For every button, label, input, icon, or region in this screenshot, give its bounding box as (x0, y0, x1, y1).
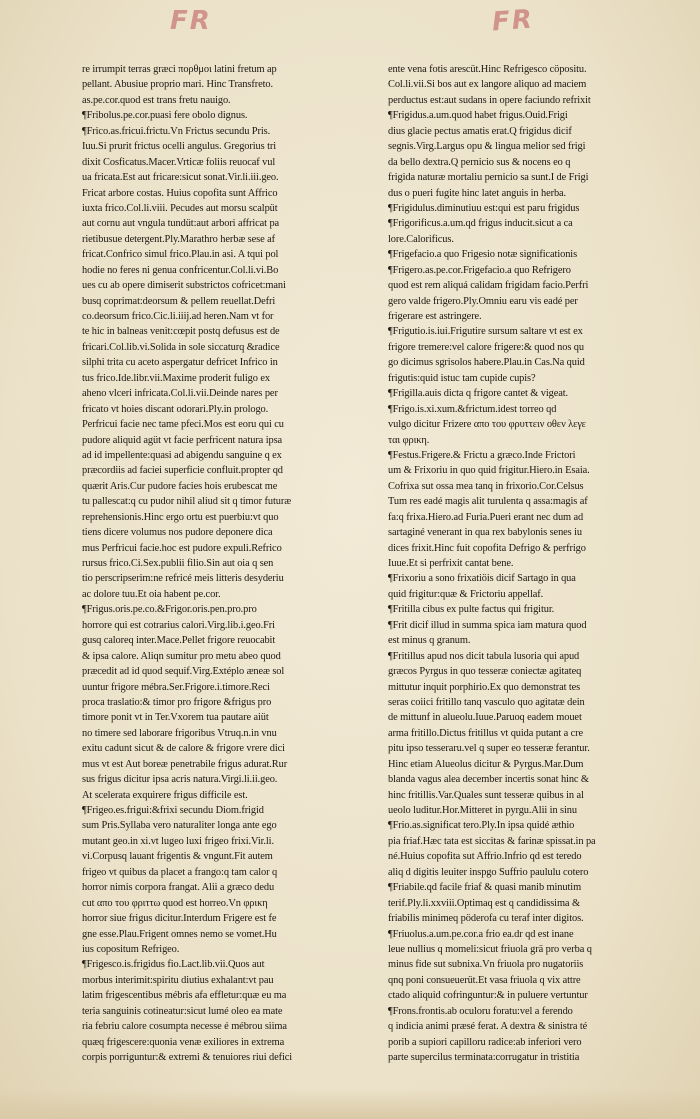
text-line: præcedit ad id quod sequif.Virg.Extéplo æneæ sol (82, 666, 285, 678)
text-line: gne esse.Plau.Frigent omnes nemo se vomet.Hu (82, 928, 277, 940)
text-line: silphi trita cu aceto aspergatur defricet Infrico in (82, 357, 278, 369)
text-line: ente vena fotis arescüt.Hinc Refrigesco cöpositu. (388, 64, 587, 75)
text-line: quæq frigescere:quonia venæ exiliores in extrema (82, 1036, 285, 1048)
text-line: dus o pueri fugite hinc latet anguis in herba. (388, 187, 567, 199)
text-line: reprehensionis.Hinc ergo ortu est puerbiu:vt quo (82, 511, 279, 523)
text-line: aliq d digitis leuiter inspgo Suffrio paululu cotero (388, 866, 589, 878)
text-line: horror nimis corpora frangat. Alii a græco dedu (82, 882, 275, 894)
text-line: ¶Friuolus.a.um.pe.cor.a frio ea.dr qd est inane (388, 928, 574, 940)
text-line: dixit Cosficatus.Macer.Vrticæ foliis reuocaf vul (82, 156, 276, 168)
text-line: ¶Frigero.as.pe.cor.Frigefacio.a quo Refrigero (388, 264, 571, 276)
text-line: ¶Fribolus.pe.cor.puasi fere obolo dignus. (82, 110, 248, 122)
text-line: qnq poni consueuerüt.Et vasa friuola q vix attre (388, 974, 581, 986)
text-line: ται φρικη. (388, 434, 430, 446)
text-line: fricari.Col.lib.vi.Solida in sole siccaturq &radice (82, 341, 280, 353)
text-line: ¶Festus.Frigere.& Frictu a græco.Inde Frictori (388, 449, 576, 461)
text-line: quærit Aris.Cur pudore facies hois erubescat me (82, 480, 278, 492)
text-line: rursus frico.Ci.Sex.publii filio.Sin aut oia q sen (82, 558, 274, 569)
text-line: pia friaf.Hæc tata est siccitas & farinæ spissat.in pa (388, 835, 596, 847)
text-line: quod est rem aliquá calidam frigidam facio.Perfri (388, 280, 589, 292)
text-line: & ipsa calore. Aliqn sumitur pro metu abeo quod (82, 650, 281, 662)
text-line: uuntur frigore mébra.Ser.Frigore.i.timore.Reci (82, 681, 270, 693)
text-line: mittutur inquit porphirio.Ex quo demonstrat tes (388, 681, 581, 693)
text-line: gusq caloreq inter.Mace.Pellet frigore reuocabit (82, 635, 276, 647)
folio-mark-right: FR (491, 4, 535, 38)
text-line: ¶Frio.as.significat tero.Ply.In ipsa quidé æthio (388, 820, 575, 832)
text-line: aheno vlceri infricata.Col.li.vii.Deinde nares per (82, 388, 278, 400)
text-line: Hinc etiam Alueolus dicitur & Pyrgus.Mar.Dum (388, 758, 584, 770)
text-line: pitu ipso tesseraru.vel q super eo tesseræ ferantur. (388, 743, 590, 755)
text-line: horror siue frigus dicitur.Interdum Frigere est fe (82, 913, 277, 925)
text-line: timore ponit vt in Ter.Vxorem tua pautare aiüt (82, 712, 269, 724)
text-line: no timere sed laborare frigoribus Vtruq.n.in vnu (82, 727, 277, 739)
text-line: pellant. Abusiue proprio mari. Hinc Transfreto. (82, 79, 273, 91)
text-line: seras coiici fritillo tanq vasculo quo agitatæ dein (388, 696, 585, 708)
text-line: ¶Frigidulus.diminutiuu est:qui est paru frigidus (388, 202, 580, 214)
text-line: præcordiis ad faciei superficie confluit.propter qd (82, 465, 283, 477)
text-line: go dicimus sgrisolos habere.Plau.in Cas.Na quid (388, 357, 585, 369)
text-line: ius copositum Refrigeo. (82, 943, 180, 955)
text-line: ueolo luditur.Hor.Mitteret in pyrgu.Alii in sinu (388, 805, 577, 816)
text-line: ad id impellente:quasi ad abigendu sanguine q ex (82, 449, 282, 461)
text-line: de mittunf in alueolu.Iuue.Paruoq eadem mouet (388, 712, 582, 724)
text-line: gero valde frigero.Ply.Omniu earu vis eadé per (388, 295, 578, 307)
text-line: ¶Frigo.is.xi.xum.&frictum.idest torreo qd (388, 403, 557, 415)
text-line: latim frigescentibus mébris afa effletur:quæ eu ma (82, 990, 287, 1002)
text-line: ac dolore tuu.Et oia habent pe.cor. (82, 588, 221, 600)
text-line: parte supercilus terminata:corrugatur in tristitia (388, 1052, 580, 1063)
text-line: terif.Ply.li.xxviii.Optimaq est q candidissima & (388, 897, 580, 909)
text-line: segnis.Virg.Largus opu & lingua melior sed frigi (388, 141, 586, 153)
text-line: iuxta frico.Col.li.viii. Pecudes aut morsu scalpüt (82, 202, 278, 214)
text-line: te hic in balneas venit:cœpit postq defusus est de (82, 326, 280, 338)
text-line: ¶Frigilla.auis dicta q frigore cantet & vigeat. (388, 388, 569, 400)
text-line: co.deorsum frico.Cic.li.iiij.ad heren.Nam vt for (82, 311, 274, 322)
text-line: ¶Fritillus apud nos dicit tabula lusoria qui apud (388, 650, 580, 662)
text-line: ria febriu calore cosumpta necesse é mébrou siima (82, 1021, 287, 1033)
text-line: busq coprimat:deorsum & pellem reuellat.Defri (82, 295, 276, 307)
text-line: ¶Frigeo.es.frigui:&frixi secundu Diom.frigid (82, 805, 264, 816)
text-line: cut απο του φριττω quod est horreo.Vn φρικη (82, 897, 268, 909)
text-line: vi.Corpusq lauant frigentis & vngunt.Fit autem (82, 851, 273, 863)
text-line: teria sanguinis cotineatur:sicut lumé oleo ea mate (82, 1005, 283, 1017)
text-line: At scelerata exquirere frigus difficile est. (82, 789, 248, 801)
text-line: hodie no feres ni genua confricentur.Col.li.vi.Bo (82, 264, 279, 276)
text-line: pudore aliquid agüt vt facie perfricent natura ipsa (82, 434, 283, 446)
text-line: tus frico.Ide.libr.vii.Maxime proderit fuligo ex (82, 372, 270, 384)
text-column-left (82, 62, 374, 1065)
text-line: hinc fritillis.Var.Quales sunt tesseræ quibus in al (388, 789, 584, 801)
text-line: ¶Friabile.qd facile friaf & quasi manib minutim (388, 882, 582, 894)
text-line: ¶Frico.as.fricui.frictu.Vn Frictus secundu Pris. (82, 125, 271, 137)
text-line: da bello dextra.Q pernicio sus & nocens eo q (388, 156, 571, 168)
text-line: ¶Frigus.oris.pe.co.&Frigor.oris.pen.pro.pro (82, 604, 257, 616)
text-line: græcos Pyrgus in quo tesseræ coniectæ agitateq (388, 666, 582, 678)
text-line: leue nullius q momeli:sicut friuola grä pro verba q (388, 943, 592, 955)
text-line: fricat.Confrico simul frico.Plau.in asi. A tqui pol (82, 249, 279, 261)
text-line: ¶Fritilla cibus ex pulte factus qui frigitur. (388, 604, 555, 616)
text-line: vulgo dicitur Frizere απο του φρυττειν οθεν λεγε (388, 419, 586, 431)
text-line: sum Pris.Syllaba vero naturaliter longa ante ego (82, 820, 277, 832)
folio-mark-left: FR (170, 6, 212, 36)
text-line: blanda vagus alea december incertis sonat hinc & (388, 774, 589, 786)
text-line: friabilis minimeq pöderofa cu teraf inter digitos. (388, 913, 584, 925)
text-line: dius glacie pectus amatis erat.Q frigidus dicif (388, 125, 572, 137)
text-line: rietibusue detergent.Ply.Marathro herbæ sese af (82, 233, 275, 245)
text-line: minus fide sut subnixa.Vn friuola pro nugatoriis (388, 959, 584, 971)
text-line: frigerare est astringere. (388, 311, 482, 322)
text-line: frigeo vt quibus da placet a frango:q tam calor q (82, 866, 278, 878)
text-line: né.Huius copofita sut Affrio.Infrio qd est teredo (388, 851, 582, 863)
text-line: tu pallescat:q cu pudor nihil aliud sit q timor futuræ (82, 496, 292, 508)
text-line: morbus interimit:spiritu diutius exhalant:vt pau (82, 974, 274, 986)
text-line: mus Perfricui facie.hoc est pudore expuli.Refrico (82, 542, 282, 554)
text-line: q indicia animi præsé ferat. A dextra & sinistra té (388, 1021, 588, 1033)
text-line: Iuue.Et si perfrixit cantat bene. (388, 558, 514, 569)
text-line: sus frigus dicitur ipsa acris natura.Virgi.li.ii.geo. (82, 774, 278, 786)
text-line: exitu cadunt sicut & de calore & frigore vrere dici (82, 743, 285, 755)
text-line: frigore tremere:vel calore frigere:& quod nos qu (388, 341, 585, 353)
text-line: mus vt est Aut boreæ penetrabile frigus adurat.Rur (82, 758, 288, 770)
text-line: perductus est:aut sudans in opere faciundo refrixit (388, 94, 591, 106)
text-line: lore.Calorificus. (388, 233, 454, 245)
text-line: Tum res eadé magis alit turulenta q assa:magis af (388, 496, 588, 508)
text-line: Col.li.vii.Si bos aut ex langore aliquo ad maciem (388, 79, 587, 91)
text-line: ¶Frigidus.a.um.quod habet frigus.Ouid.Frigi (388, 110, 568, 122)
text-line: re irrumpit terras græci πορθμοι latini fretum ap (82, 64, 277, 75)
text-line: aut cornu aut vngula tundüt:aut arbori affricat pa (82, 218, 280, 230)
text-line: fricato vt hoies discant odorari.Ply.in prologo. (82, 403, 269, 415)
text-line: ¶Frixoriu a sono frixatiöis dicif Sartago in qua (388, 573, 576, 585)
text-line: Iuu.Si prurit frictus ocelli angulus. Gregorius tri (82, 141, 277, 153)
text-column-right (388, 62, 670, 1065)
text-line: Perfricui facie nec tame pfeci.Mos est eoru qui cu (82, 419, 284, 431)
text-line: tiens dicere volumus nos pudore deponere dica (82, 527, 273, 539)
text-line: sartaginé venerant in qua rex babylonis senes iu (388, 527, 583, 539)
text-line: Cofrixa sut ossa mea tanq in frixorio.Cor.Celsus (388, 480, 584, 492)
text-line: horrore qui est cotrarius calori.Virg.lib.i.geo.Fri (82, 619, 275, 631)
text-line: ctado aliquid cofringuntur:& in puluere vertuntur (388, 990, 588, 1002)
text-line: um & Frixoriu in quo quid frigitur.Hiero.in Esaia. (388, 465, 590, 477)
text-line: frigutis:quid istuc tam cupide cupis? (388, 372, 536, 384)
text-line: est minus q granum. (388, 635, 471, 647)
text-line: fa:q frixa.Hiero.ad Furia.Pueri erant nec dum ad (388, 511, 584, 523)
text-line: mutant geo.in xi.vt lugeo luxi frigeo frixi.Vir.li. (82, 835, 274, 847)
text-line: as.pe.cor.quod est trans fretu nauigo. (82, 94, 231, 106)
text-line: quid frigitur:quæ & Frictoriu appellaf. (388, 588, 544, 600)
text-line: ¶Frigefacio.a quo Frigesio notæ significationis (388, 249, 578, 261)
text-line: corpis porriguntur:& extremi & tenuiores riui defici (82, 1052, 293, 1063)
text-line: frigida naturæ mortaliu pernicio sa sunt.I de Frigi (388, 172, 589, 184)
text-line: porib a supiori capilloru radice:ab inferiori vero (388, 1036, 582, 1048)
text-line: Fricat arbore costas. Huius copofita sunt Affrico (82, 187, 278, 199)
text-line: ¶Frigesco.is.frigidus fio.Lact.lib.vii.Quos aut (82, 959, 265, 971)
text-line: ¶Frit dicif illud in summa spica iam matura quod (388, 619, 587, 631)
text-line: ua fricata.Est aut fricare:sicut sonat.Vir.li.iii.geo. (82, 172, 279, 184)
text-line: ues cu ab opere dimiserit substrictos cofricet:mani (82, 280, 286, 292)
text-line: dices frixit.Hinc fuit copofita Defrigo & perfrigo (388, 542, 586, 554)
text-line: ¶Frigorificus.a.um.qd frigus inducit.sicut a ca (388, 218, 573, 230)
text-line: ¶Frigutio.is.iui.Frigutire sursum saltare vt est ex (388, 326, 583, 338)
text-line: proca traslatio:& timor pro frigore &frigus pro (82, 696, 272, 708)
text-line: arma fritillo.Dictus fritillus vt quida putant a cre (388, 727, 584, 739)
text-line: tio perscripserim:ne refricé meis litteris desyderiu (82, 573, 284, 585)
text-line: ¶Frons.frontis.ab oculoru foratu:vel a ferendo (388, 1005, 573, 1017)
